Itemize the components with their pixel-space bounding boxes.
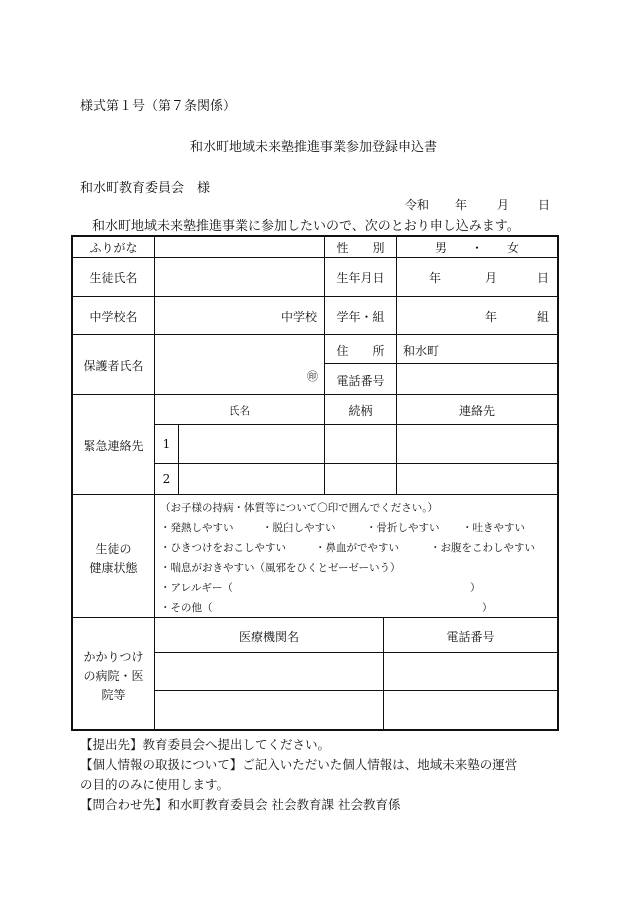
school-label: 中学校名 [89, 310, 138, 324]
gender-label: 性 別 [336, 241, 385, 255]
health-item[interactable]: ・喘息がおきやすい（風邪をひくとゼーゼーいう） [160, 562, 401, 574]
emergency-row-number: 1 [162, 437, 171, 451]
date-month-unit: 月 [497, 198, 510, 212]
hospital-label-line1: かかりつけ [83, 650, 144, 664]
hospital-2-name-field[interactable] [156, 692, 382, 728]
student-name-label: 生徒氏名 [89, 271, 138, 285]
health-instruction: （お子様の持病・体質等について〇印で囲んでください。） [160, 502, 439, 514]
birth-month-unit: 月 [485, 271, 498, 285]
phone-field[interactable] [398, 365, 556, 393]
gender-options[interactable]: 男 ・ 女 [434, 241, 519, 255]
phone-label: 電話番号 [336, 374, 385, 388]
birth-year-unit: 年 [429, 271, 442, 285]
footer-inquiry: 【問合わせ先】和水町教育委員会 社会教育課 社会教育係 [80, 797, 401, 812]
health-label-line2: 健康状態 [89, 561, 138, 575]
guardian-label: 保護者氏名 [83, 359, 144, 373]
address-label: 住 所 [336, 344, 385, 358]
footer-submit: 【提出先】教育委員会へ提出してください。 [80, 737, 331, 752]
emergency-col-relation: 続柄 [348, 404, 373, 418]
guardian-name-field[interactable] [156, 336, 306, 393]
health-item[interactable]: ・脱臼しやすい [262, 522, 336, 534]
addressee: 和水町教育委員会 様 [80, 181, 211, 196]
date-day-unit: 日 [538, 198, 551, 212]
birth-day-unit: 日 [537, 271, 550, 285]
allergy-close-paren: ） [470, 582, 481, 594]
footer-privacy-line1: 【個人情報の取扱について】ご記入いただいた個人情報は、地域未来塾の運営 [80, 757, 518, 772]
grade-class-unit: 組 [537, 310, 550, 324]
school-suffix: 中学校 [281, 310, 318, 324]
hospital-1-name-field[interactable] [156, 654, 382, 689]
health-item[interactable]: ・お腹をこわしやすい [430, 542, 535, 554]
health-item[interactable]: ・発熱しやすい [160, 522, 234, 534]
hospital-col-institution: 医療機関名 [238, 630, 299, 644]
form-number: 様式第１号（第７条関係） [80, 99, 237, 114]
address-value[interactable]: 和水町 [403, 344, 440, 358]
emergency-2-name-field[interactable] [180, 465, 323, 493]
furigana-field[interactable] [156, 238, 323, 256]
page-title: 和水町地域未来塾推進事業参加登録申込書 [190, 140, 438, 155]
emergency-1-name-field[interactable] [180, 426, 323, 462]
hospital-col-phone: 電話番号 [446, 630, 495, 644]
seal-mark: ㊞ [307, 370, 318, 383]
health-item[interactable]: ・鼻血がでやすい [315, 542, 399, 554]
student-name-field[interactable] [156, 259, 323, 295]
date-year-unit: 年 [455, 198, 468, 212]
hospital-label-line3: 院等 [101, 688, 126, 702]
emergency-row-number: 2 [162, 472, 171, 486]
school-name-field[interactable] [156, 298, 276, 333]
health-item-other[interactable]: ・その他（ [160, 602, 213, 614]
other-close-paren: ） [482, 602, 493, 614]
health-label-line1: 生徒の [95, 542, 132, 556]
health-item-allergy[interactable]: ・アレルギー（ [160, 582, 233, 594]
date-era: 令和 [405, 198, 430, 212]
furigana-label: ふりがな [89, 241, 138, 255]
emergency-col-contact: 連絡先 [458, 404, 495, 418]
birthdate-label: 生年月日 [336, 271, 385, 285]
emergency-col-name: 氏名 [229, 405, 250, 417]
health-item[interactable]: ・骨折しやすい [366, 522, 440, 534]
health-item[interactable]: ・吐きやすい [462, 522, 525, 534]
grade-label: 学年・組 [336, 310, 385, 324]
emergency-label: 緊急連絡先 [83, 439, 144, 453]
health-item[interactable]: ・ひきつけをおこしやすい [160, 542, 286, 554]
grade-year-unit: 年 [485, 310, 498, 324]
intro-text: 和水町地域未来塾推進事業に参加したいので、次のとおり申し込みます。 [92, 219, 520, 234]
hospital-label-line2: の病院・医 [83, 669, 144, 683]
footer-privacy-line2: の目的のみに使用します。 [80, 777, 230, 792]
